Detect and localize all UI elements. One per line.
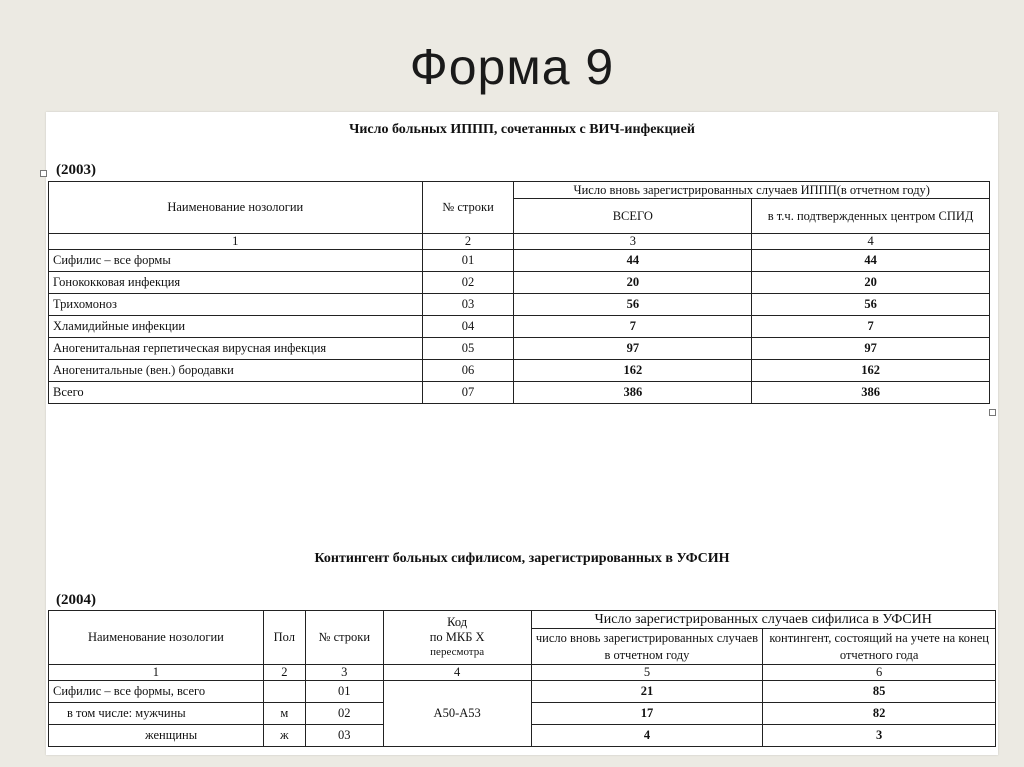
cell-contingent: 3 — [763, 725, 996, 747]
table-row — [49, 382, 990, 404]
header-icd-line: пересмотра — [430, 646, 485, 658]
cell-sex: ж — [263, 725, 305, 747]
table1-caption: Число больных ИППП, сочетанных с ВИЧ-инфекцией — [349, 122, 695, 137]
column-numbers-row — [49, 665, 996, 681]
cell-contingent: 85 — [763, 681, 996, 703]
table-row — [49, 338, 990, 360]
header-row-number: № строки — [422, 182, 514, 234]
col-number: 1 — [49, 234, 423, 250]
cell-confirmed: 56 — [752, 294, 990, 316]
header-icd-line: по МКБ Х — [429, 630, 485, 644]
cell-name: в том числе: мужчины — [49, 703, 264, 725]
cell-total: 97 — [514, 338, 752, 360]
header-sex: Пол — [263, 611, 305, 665]
header-nosology: Наименование нозологии — [49, 611, 264, 665]
cell-code: 02 — [305, 703, 383, 725]
cell-total: 386 — [514, 382, 752, 404]
col-number: 3 — [305, 665, 383, 681]
cell-new-cases: 21 — [531, 681, 763, 703]
table-row — [49, 681, 996, 703]
cell-name: Трихомоноз — [49, 294, 423, 316]
table1 — [48, 181, 990, 404]
cell-sex — [263, 681, 305, 703]
table2 — [48, 610, 996, 747]
cell-name: Сифилис – все формы, всего — [49, 681, 264, 703]
cell-name: женщины — [49, 725, 264, 747]
header-contingent: контингент, состоящий на учете на конец отчетного года — [763, 629, 996, 665]
header-group: Число зарегистрированных случаев сифилиса в УФСИН — [531, 611, 995, 629]
cell-total: 7 — [514, 316, 752, 338]
cell-confirmed: 20 — [752, 272, 990, 294]
table-row — [49, 294, 990, 316]
cell-confirmed: 44 — [752, 250, 990, 272]
header-icd-line: Код — [447, 615, 468, 629]
col-number: 2 — [263, 665, 305, 681]
cell-name: Хламидийные инфекции — [49, 316, 423, 338]
header-new-cases: число вновь зарегистрированных случаев в отчетном году — [531, 629, 763, 665]
col-number: 5 — [531, 665, 763, 681]
col-number: 4 — [752, 234, 990, 250]
table-row — [49, 250, 990, 272]
table-anchor-marker — [40, 170, 47, 177]
cell-name: Аногенитальные (вен.) бородавки — [49, 360, 423, 382]
cell-confirmed: 97 — [752, 338, 990, 360]
cell-confirmed: 162 — [752, 360, 990, 382]
document-page — [46, 112, 998, 755]
cell-icd-code: А50-А53 — [383, 681, 531, 747]
col-number: 2 — [422, 234, 514, 250]
slide-title: Форма 9 — [409, 39, 615, 95]
cell-code: 01 — [422, 250, 514, 272]
table-row — [49, 316, 990, 338]
cell-code: 03 — [305, 725, 383, 747]
cell-code: 07 — [422, 382, 514, 404]
header-nosology: Наименование нозологии — [49, 182, 423, 234]
cell-total: 44 — [514, 250, 752, 272]
table1-year: (2003) — [56, 162, 96, 178]
cell-code: 06 — [422, 360, 514, 382]
table-row — [49, 360, 990, 382]
cell-name: Сифилис – все формы — [49, 250, 423, 272]
cell-name: Аногенитальная герпетическая вирусная инфекция — [49, 338, 423, 360]
col-number: 6 — [763, 665, 996, 681]
cell-sex: м — [263, 703, 305, 725]
cell-name: Всего — [49, 382, 423, 404]
table2-year: (2004) — [56, 592, 96, 608]
cell-code: 01 — [305, 681, 383, 703]
col-number: 4 — [383, 665, 531, 681]
cell-code: 02 — [422, 272, 514, 294]
cell-code: 04 — [422, 316, 514, 338]
header-icd-code — [383, 611, 531, 665]
table-row — [49, 272, 990, 294]
cell-confirmed: 7 — [752, 316, 990, 338]
header-group: Число вновь зарегистрированных случаев ИППП(в отчетном году) — [514, 182, 990, 199]
table-resize-handle — [989, 409, 996, 416]
table2-caption: Контингент больных сифилисом, зарегистрированных в УФСИН — [314, 551, 730, 566]
header-total: ВСЕГО — [514, 199, 752, 234]
cell-total: 56 — [514, 294, 752, 316]
col-number: 1 — [49, 665, 264, 681]
cell-new-cases: 17 — [531, 703, 763, 725]
column-numbers-row — [49, 234, 990, 250]
cell-contingent: 82 — [763, 703, 996, 725]
cell-total: 162 — [514, 360, 752, 382]
header-row-number: № строки — [305, 611, 383, 665]
cell-total: 20 — [514, 272, 752, 294]
cell-name: Гонококковая инфекция — [49, 272, 423, 294]
cell-confirmed: 386 — [752, 382, 990, 404]
cell-new-cases: 4 — [531, 725, 763, 747]
header-confirmed: в т.ч. подтвержденных центром СПИД — [752, 199, 990, 234]
cell-code: 03 — [422, 294, 514, 316]
col-number: 3 — [514, 234, 752, 250]
cell-code: 05 — [422, 338, 514, 360]
